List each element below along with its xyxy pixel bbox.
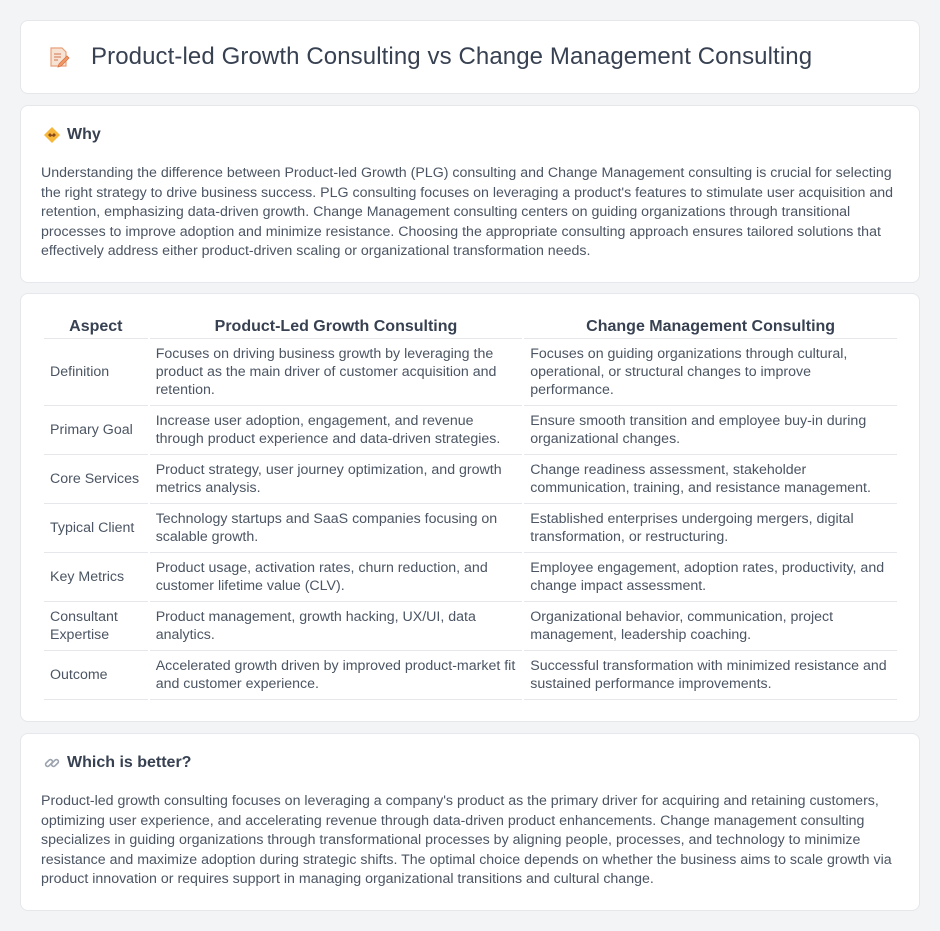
header-cm: Change Management Consulting <box>524 315 897 339</box>
cm-cell: Ensure smooth transition and employee buy-in during organizational changes. <box>524 406 897 455</box>
aspect-cell: Core Services <box>44 455 148 504</box>
aspect-cell: Definition <box>44 339 148 406</box>
plg-cell: Product management, growth hacking, UX/UI, data analytics. <box>150 602 523 651</box>
page-title: Product-led Growth Consulting vs Change Management Consulting <box>91 43 813 70</box>
table-header-row <box>44 315 897 339</box>
why-heading: Why <box>67 126 101 143</box>
title-card <box>20 20 920 94</box>
table-row <box>44 553 897 602</box>
table-row <box>44 504 897 553</box>
table-row <box>44 602 897 651</box>
plg-cell: Focuses on driving business growth by leveraging the product as the main driver of customer acquisition and retention. <box>150 339 523 406</box>
cm-cell: Employee engagement, adoption rates, productivity, and change impact assessment. <box>524 553 897 602</box>
document-pencil-icon <box>47 45 71 69</box>
cm-cell: Focuses on guiding organizations through cultural, operational, or structural changes to improve performance. <box>524 339 897 406</box>
table-row <box>44 651 897 700</box>
cm-cell: Established enterprises undergoing mergers, digital transformation, or restructuring. <box>524 504 897 553</box>
why-heading-row <box>43 126 101 144</box>
header-aspect: Aspect <box>44 315 148 339</box>
title-row <box>21 21 919 93</box>
comparison-table <box>42 315 899 700</box>
cm-cell: Change readiness assessment, stakeholder communication, training, and resistance management. <box>524 455 897 504</box>
which-is-better-section <box>20 733 920 911</box>
aspect-cell: Key Metrics <box>44 553 148 602</box>
plg-cell: Product usage, activation rates, churn reduction, and customer lifetime value (CLV). <box>150 553 523 602</box>
better-heading-row <box>43 754 191 772</box>
cm-cell: Organizational behavior, communication, project management, leadership coaching. <box>524 602 897 651</box>
header-plg: Product-Led Growth Consulting <box>150 315 523 339</box>
cm-cell: Successful transformation with minimized resistance and sustained performance improvements. <box>524 651 897 700</box>
table-row <box>44 455 897 504</box>
aspect-cell: Primary Goal <box>44 406 148 455</box>
better-body: Product-led growth consulting focuses on leveraging a company's product as the primary driver for acquiring and retaining customers, optimizing user experience, and accelerating revenue through data-driven product enhancements. Change management consulting specializes in guiding organizations through transformational processes by aligning people, processes, and technology to minimize resistance and maximize adoption during strategic shifts. The optimal choice depends on whether the business aims to scale growth via product innovation or requires support in managing organizational transitions and cultural change. <box>41 793 892 888</box>
plg-cell: Increase user adoption, engagement, and revenue through product experience and data-driven strategies. <box>150 406 523 455</box>
aspect-cell: Consultant Expertise <box>44 602 148 651</box>
plg-cell: Product strategy, user journey optimization, and growth metrics analysis. <box>150 455 523 504</box>
table-row <box>44 406 897 455</box>
better-heading: Which is better? <box>67 754 192 771</box>
aspect-cell: Outcome <box>44 651 148 700</box>
handshake-diamond-icon <box>43 126 61 144</box>
comparison-table-card <box>20 293 920 722</box>
aspect-cell: Typical Client <box>44 504 148 553</box>
why-body: Understanding the difference between Product-led Growth (PLG) consulting and Change Management consulting is crucial for selecting the right strategy to drive business success. PLG consulting focuses on leveraging a product's features to stimulate user acquisition and retention, emphasizing data-driven growth. Change Management consulting centers on guiding organizations through transitional processes to improve adoption and minimize resistance. Choosing the appropriate consulting approach ensures tailored solutions that effectively address either product-driven scaling or organizational transformation needs. <box>41 165 894 260</box>
why-section <box>20 105 920 283</box>
plg-cell: Accelerated growth driven by improved product-market fit and customer experience. <box>150 651 523 700</box>
table-row <box>44 339 897 406</box>
link-icon <box>43 754 61 772</box>
plg-cell: Technology startups and SaaS companies focusing on scalable growth. <box>150 504 523 553</box>
